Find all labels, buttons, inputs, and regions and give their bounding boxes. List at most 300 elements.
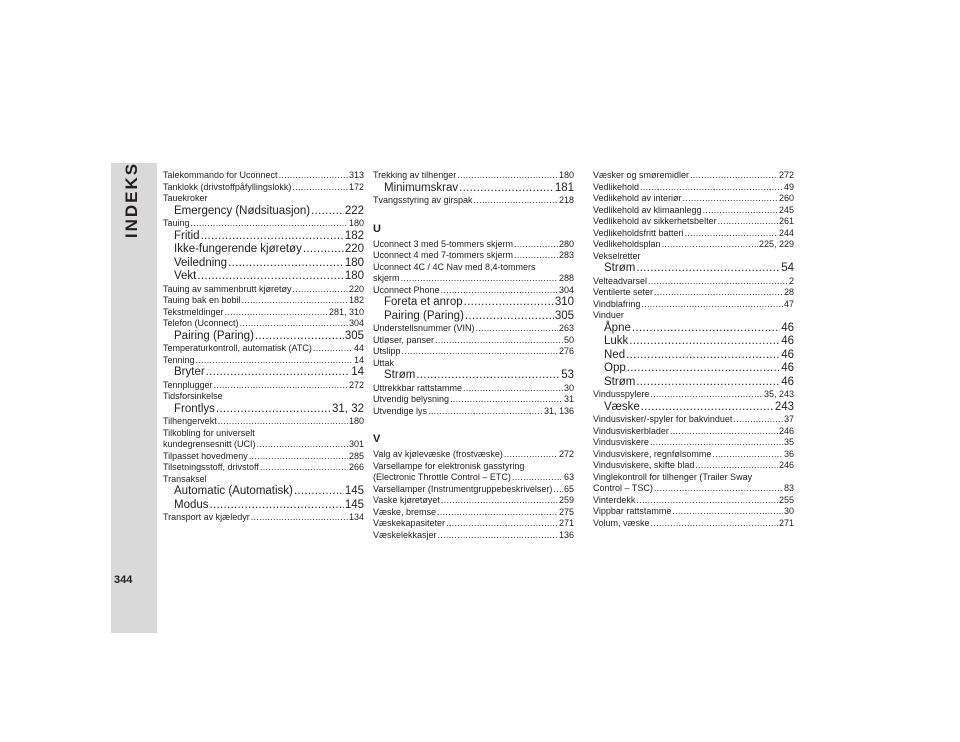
index-entry (373, 285, 574, 297)
index-term: Åpne (604, 321, 631, 334)
index-entry (593, 287, 794, 299)
index-page-ref: 272 (778, 170, 794, 180)
dot-leader (401, 273, 558, 285)
index-page-ref: 145 (344, 498, 364, 511)
index-entry (163, 380, 364, 392)
index-entry (373, 346, 574, 358)
index-page-ref: 304 (558, 284, 574, 295)
dot-leader (457, 170, 558, 182)
page-number: 344 (114, 574, 133, 586)
dot-leader (197, 270, 343, 284)
index-page-ref: 243 (774, 400, 794, 413)
index-page-ref: 285 (348, 450, 364, 461)
index-page-ref: 261 (778, 216, 794, 226)
index-term: Væske (604, 400, 640, 413)
index-term: Minimumskrav (384, 181, 459, 194)
index-entry (373, 472, 574, 484)
dot-leader (474, 195, 558, 207)
index-entry (593, 518, 794, 530)
index-term: Automatic (Automatisk) (174, 485, 293, 497)
dot-leader (670, 426, 778, 438)
index-subentry (373, 182, 574, 196)
index-page-ref: 145 (344, 485, 364, 497)
index-term: Strøm (384, 369, 416, 381)
index-page-ref: 263 (558, 323, 574, 333)
index-page-ref: 134 (348, 512, 364, 522)
index-entry (163, 355, 364, 367)
index-page-ref: 304 (348, 318, 364, 328)
index-subentry (163, 205, 364, 219)
index-term: Uconnect Phone (373, 284, 440, 295)
index-term: Telefon (Uconnect) (163, 318, 239, 328)
index-term: Utslipp (373, 346, 401, 356)
index-subentry (593, 322, 794, 336)
index-letter-heading: U (373, 222, 381, 235)
index-page-ref: 182 (348, 295, 364, 305)
index-entry (593, 239, 794, 251)
index-term: Vedlikehold (593, 181, 640, 192)
index-page-ref: 182 (344, 229, 364, 242)
dot-leader (402, 346, 558, 358)
dot-leader (446, 518, 558, 530)
dot-leader (464, 296, 554, 310)
index-subentry (163, 257, 364, 271)
index-page-ref: 31 (563, 394, 574, 404)
index-term: Veiledning (174, 256, 228, 269)
index-entry (593, 414, 794, 426)
index-subentry (163, 485, 364, 499)
index-entry (593, 205, 794, 217)
index-page-ref: 50 (563, 334, 574, 345)
index-term: Varsellamper (Instrumentgruppebeskrivelser) (373, 483, 553, 494)
index-page-ref: 44 (353, 343, 364, 353)
index-term: Understellsnummer (VIN) (373, 323, 475, 333)
index-term: Modus (174, 498, 209, 511)
index-subentry (593, 376, 794, 390)
dot-leader (450, 394, 563, 406)
index-subentry (373, 369, 574, 383)
index-page-ref: 288 (558, 273, 574, 283)
dot-leader (685, 228, 778, 240)
dot-leader (459, 182, 554, 196)
index-entry (163, 512, 364, 524)
index-page-ref: 53 (561, 369, 574, 381)
dot-leader (650, 389, 763, 401)
index-heading: Vinglekontroll for tilhenger (Trailer Sway (593, 471, 753, 482)
index-page-ref: 180 (348, 218, 364, 228)
dot-leader (641, 299, 783, 311)
index-term: (Electronic Throttle Control – ETC) (373, 472, 511, 482)
index-heading: Uconnect 4C / 4C Nav med 8,4-tommers (373, 261, 536, 272)
index-page-ref: 49 (783, 181, 794, 192)
index-subentry (163, 366, 364, 380)
index-entry (373, 530, 574, 542)
index-page-ref: 220 (348, 283, 364, 294)
index-term: Pairing (Paring) (384, 309, 464, 322)
index-page-ref: 37 (783, 414, 794, 424)
dot-leader (441, 495, 558, 507)
index-subentry (593, 362, 794, 376)
index-term: Pairing (Paring) (174, 329, 254, 342)
index-term: Volum, væske (593, 517, 650, 528)
index-term: Ikke-fungerende kjøretøy (174, 243, 302, 255)
index-term: Bryter (174, 366, 205, 378)
index-page-ref: 83 (783, 483, 794, 493)
dot-leader (553, 484, 563, 496)
index-term: Tilsetningsstoff, drivstoff (163, 462, 259, 472)
index-entry (373, 170, 574, 182)
dot-leader (218, 416, 348, 428)
index-entry (163, 318, 364, 330)
index-term: Uconnect 3 med 5-tommers skjerm (373, 238, 514, 249)
index-term: Foreta et anrop (384, 296, 463, 308)
dot-leader (662, 239, 758, 251)
index-term: Strøm (604, 262, 636, 274)
index-term: Uconnect 4 med 7-tommers skjerm (373, 250, 514, 260)
index-entry (373, 335, 574, 347)
index-entry (373, 273, 574, 285)
index-page-ref: 35 (783, 437, 794, 447)
index-page-ref: 246 (778, 460, 794, 470)
index-term: Control – TSC) (593, 483, 653, 493)
dot-leader (629, 335, 780, 349)
dot-leader (718, 216, 778, 228)
index-page-ref: 31, 136 (543, 405, 574, 416)
index-page-ref: 301 (348, 439, 364, 449)
index-entry (163, 307, 364, 319)
index-term: Transport av kjæledyr (163, 512, 250, 522)
index-entry (163, 462, 364, 474)
dot-leader (311, 205, 344, 219)
index-entry (593, 495, 794, 507)
index-entry (373, 394, 574, 406)
dot-leader (441, 285, 558, 297)
index-entry (593, 460, 794, 472)
index-heading: Tidsforsinkelse (163, 391, 223, 401)
index-entry (373, 195, 574, 207)
dot-leader (463, 383, 563, 395)
index-term: Tennplugger (163, 379, 213, 390)
index-subentry (163, 330, 364, 344)
index-entry (593, 426, 794, 438)
index-term: Temperaturkontroll, automatisk (ATC) (163, 343, 312, 353)
dot-leader (437, 507, 558, 519)
index-term: Ventilerte seter (593, 287, 654, 297)
index-page-ref: 35, 243 (763, 389, 794, 399)
dot-leader (640, 182, 783, 194)
index-page-ref: 2 (788, 275, 794, 286)
index-page-ref: 310 (554, 296, 574, 308)
index-entry (163, 170, 364, 182)
dot-leader (191, 218, 348, 230)
index-term: Vedlikeholdsplan (593, 239, 661, 249)
dot-leader (654, 287, 783, 299)
index-term: Vedlikehold av sikkerhetsbelter (593, 216, 717, 226)
dot-leader (294, 485, 344, 499)
index-page-ref: 305 (554, 309, 574, 322)
index-term: Vinterdekk (593, 494, 636, 505)
index-term: Vindblafring (593, 298, 641, 309)
dot-leader (648, 276, 788, 288)
index-term: Vindusviskerblader (593, 425, 669, 436)
index-page-ref: 14 (353, 354, 364, 365)
index-term: Utvendig belysning (373, 394, 450, 404)
index-entry (593, 228, 794, 240)
index-entry (163, 416, 364, 428)
index-subentry (593, 401, 794, 415)
index-entry (163, 284, 364, 296)
index-page-ref: 245 (778, 204, 794, 215)
index-entry (593, 276, 794, 288)
index-term: Tauing av sammenbrutt kjøretøy (163, 283, 292, 294)
index-term: Vekt (174, 270, 197, 282)
dot-leader (626, 349, 780, 363)
dot-leader (690, 170, 778, 182)
index-term: Vindusvisker/-spyler for bakvinduet (593, 414, 733, 424)
index-page-ref: 225, 229 (758, 239, 794, 249)
index-term: Valg av kjølevæske (frostvæske) (373, 449, 503, 459)
index-entry (163, 182, 364, 194)
index-entry (373, 323, 574, 335)
dot-leader (303, 243, 344, 257)
index-page-ref: 31, 32 (332, 402, 364, 415)
dot-leader (196, 355, 353, 367)
index-page-ref: 313 (348, 170, 364, 180)
index-term: Tauing (163, 218, 190, 228)
dot-leader (650, 437, 783, 449)
index-entry (593, 193, 794, 205)
index-page-ref: 222 (344, 204, 364, 217)
index-heading: Tilkobling for universelt (163, 427, 255, 438)
index-page-ref: 65 (563, 483, 574, 494)
dot-leader (636, 495, 778, 507)
index-subentry (163, 403, 364, 417)
index-heading: Uttak (373, 357, 395, 368)
index-entry (593, 216, 794, 228)
index-entry (163, 343, 364, 355)
index-page-ref: 218 (558, 195, 574, 205)
index-entry (593, 182, 794, 194)
index-term: Tilhengervekt (163, 416, 217, 426)
index-page-ref: 46 (781, 335, 794, 347)
index-page-ref: 180 (344, 256, 364, 269)
dot-leader (632, 322, 780, 336)
index-subentry (373, 296, 574, 310)
dot-leader (293, 284, 348, 296)
dot-leader (257, 439, 348, 451)
index-term: Tekstmeldinger (163, 306, 224, 317)
index-column-3 (593, 170, 794, 529)
index-page-ref: 271 (558, 518, 574, 528)
dot-leader (242, 295, 348, 307)
index-term: Vedlikeholdsfritt batteri (593, 227, 684, 238)
index-page-ref: 280 (558, 238, 574, 249)
index-term: Ned (604, 348, 626, 361)
index-entry (163, 451, 364, 463)
dot-leader (636, 376, 780, 390)
index-page-ref: 272 (348, 379, 364, 390)
index-subentry (163, 499, 364, 513)
index-term: Uttrekkbar rattstamme (373, 382, 463, 393)
dot-leader (201, 230, 344, 244)
index-term: Velteadvarsel (593, 275, 648, 286)
dot-leader (476, 323, 558, 335)
index-heading: Vinduer (593, 310, 624, 320)
index-term: Vaske kjøretøyet (373, 495, 440, 505)
index-term: Vindusviskere (593, 437, 649, 447)
index-page-ref: 172 (348, 181, 364, 192)
dot-leader (249, 451, 348, 463)
index-term: Væsker og smøremidler (593, 170, 690, 180)
index-page-ref: 54 (781, 262, 794, 274)
dot-leader (240, 318, 348, 330)
index-page-ref: 305 (344, 329, 364, 342)
index-subentry (593, 335, 794, 349)
dot-leader (627, 362, 780, 376)
index-entry (373, 383, 574, 395)
index-entry (373, 495, 574, 507)
dot-leader (228, 257, 344, 271)
index-term: Utvendige lys (373, 405, 428, 416)
index-page-ref: 260 (778, 193, 794, 203)
index-term: Vedlikehold av klimaanlegg (593, 204, 702, 215)
index-term: Tauing bak en bobil (163, 295, 241, 305)
index-page-ref: 46 (781, 321, 794, 334)
index-page-ref: 275 (558, 506, 574, 517)
index-term: Lukk (604, 335, 629, 347)
index-term: kundegrensesnitt (UCI) (163, 439, 256, 449)
dot-leader (465, 310, 554, 324)
dot-leader (279, 170, 348, 182)
index-page-ref: 36 (783, 448, 794, 459)
index-page-ref: 30 (783, 506, 794, 516)
index-page-ref: 28 (783, 287, 794, 297)
index-term: Emergency (Nødsituasjon) (174, 204, 311, 217)
dot-leader (292, 182, 348, 194)
index-term: Trekking av tilhenger (373, 170, 457, 180)
index-subentry (163, 243, 364, 257)
index-page-ref: 272 (558, 449, 574, 459)
index-term: Utløser, panser (373, 334, 435, 345)
dot-leader (654, 483, 783, 495)
index-term: Væskelekkasjer (373, 529, 437, 540)
dot-leader (703, 205, 778, 217)
index-entry (373, 250, 574, 262)
index-term: Strøm (604, 375, 636, 388)
index-term: Vippbar rattstamme (593, 506, 672, 516)
index-entry (163, 218, 364, 230)
index-page-ref: 46 (781, 348, 794, 361)
index-page-ref: 281, 310 (328, 306, 364, 317)
index-term: Fritid (174, 229, 200, 242)
dot-leader (651, 518, 778, 530)
index-page-ref: 266 (348, 462, 364, 472)
index-page-ref: 180 (348, 416, 364, 426)
index-heading: Transaksel (163, 473, 207, 484)
dot-leader (733, 414, 783, 426)
dot-leader (416, 369, 560, 383)
index-heading: Vekselretter (593, 250, 641, 261)
index-page-ref: 276 (558, 346, 574, 356)
dot-leader (438, 530, 558, 542)
dot-leader (672, 506, 783, 518)
index-term: Vindusviskere, skifte blad (593, 460, 695, 470)
index-page-ref: 46 (781, 375, 794, 388)
index-term: Frontlys (174, 402, 215, 415)
index-heading: Tauekroker (163, 193, 208, 203)
dot-leader (514, 239, 558, 251)
index-page-ref: 259 (558, 495, 574, 505)
dot-leader (251, 512, 348, 524)
index-entry (163, 295, 364, 307)
index-page-ref: 180 (558, 170, 574, 180)
index-letter-heading: V (373, 433, 381, 445)
index-column-2 (373, 170, 574, 541)
index-page-ref: 255 (778, 494, 794, 505)
index-entry (373, 518, 574, 530)
index-page-ref: 136 (558, 529, 574, 540)
index-term: skjerm (373, 273, 400, 283)
dot-leader (504, 449, 558, 461)
index-entry (373, 239, 574, 251)
index-entry (593, 437, 794, 449)
index-entry (593, 170, 794, 182)
index-term: Tvangsstyring av girspak (373, 195, 473, 205)
index-term: Væske, bremse (373, 506, 437, 517)
index-entry (163, 439, 364, 451)
dot-leader (206, 366, 351, 380)
dot-leader (313, 343, 353, 355)
index-subentry (373, 310, 574, 324)
dot-leader (428, 406, 543, 418)
index-term: Opp (604, 362, 626, 374)
index-subentry (163, 270, 364, 284)
index-entry (373, 406, 574, 418)
index-term: Tenning (163, 354, 195, 365)
index-page-ref: 14 (351, 366, 364, 378)
index-page-ref: 246 (778, 425, 794, 436)
dot-leader (214, 380, 348, 392)
dot-leader (225, 307, 328, 319)
dot-leader (512, 472, 563, 484)
index-entry (593, 299, 794, 311)
index-subentry (163, 230, 364, 244)
index-page-ref: 46 (781, 362, 794, 374)
index-entry (593, 483, 794, 495)
index-page-ref: 271 (778, 517, 794, 528)
dot-leader (260, 462, 348, 474)
index-entry (373, 507, 574, 519)
section-label: INDEKS (122, 161, 141, 239)
index-subentry (593, 349, 794, 363)
index-page-ref: 244 (778, 227, 794, 238)
index-entry (593, 506, 794, 518)
dot-leader (636, 262, 780, 276)
index-page-ref: 30 (563, 382, 574, 393)
index-page-ref: 181 (554, 181, 574, 194)
dot-leader (641, 401, 774, 415)
index-term: Talekommando for Uconnect (163, 170, 278, 180)
index-heading: Varsellampe for elektronisk gasstyring (373, 460, 525, 471)
index-page-ref: 220 (344, 243, 364, 255)
index-term: Vedlikehold av interiør (593, 193, 682, 203)
index-term: Vindusviskere, regnfølsomme (593, 448, 712, 459)
dot-leader (712, 449, 783, 461)
index-entry (373, 449, 574, 461)
index-term: Tilpasset hovedmeny (163, 450, 248, 461)
dot-leader (216, 403, 331, 417)
index-page-ref: 63 (563, 472, 574, 482)
